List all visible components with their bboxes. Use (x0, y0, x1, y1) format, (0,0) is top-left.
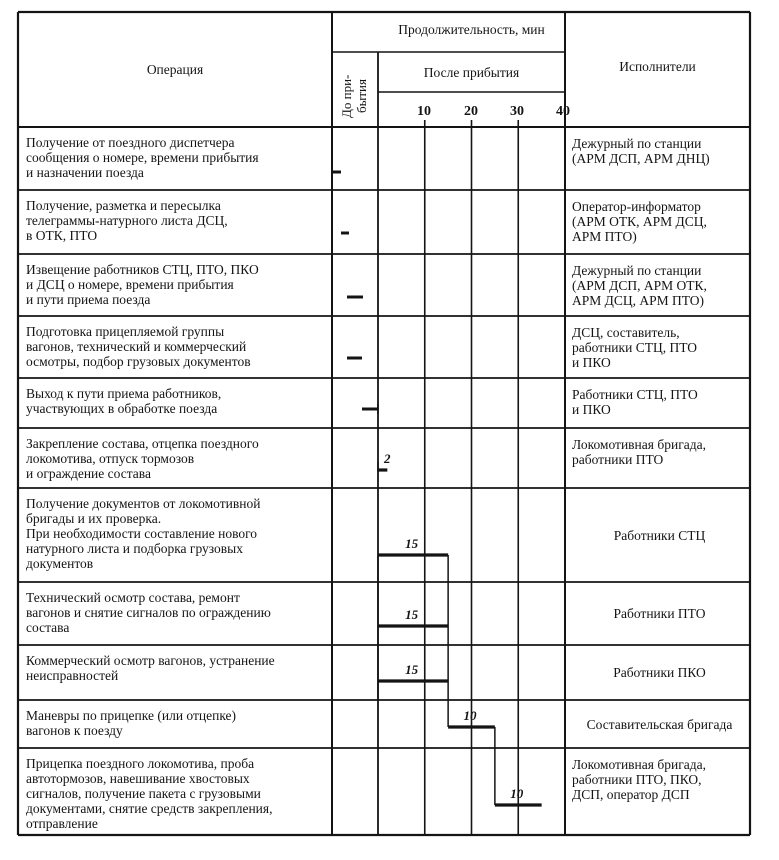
header-before-arrival-line2: бытия (354, 79, 369, 113)
performers-cell: Локомотивная бригада, работники ПТО (572, 437, 706, 467)
operation-cell: Прицепка поездного локомотива, проба автотормозов, навешивание хвостовых сигналов, получение пакета с грузовыми документами, снятие средств закрепления, отправление (26, 756, 273, 831)
performers-cell: ДСЦ, составитель, работники СТЦ, ПТО и ПКО (572, 325, 698, 370)
bar-duration-label: 15 (405, 662, 419, 677)
bar-duration-label: 10 (463, 708, 477, 723)
operation-cell: Извещение работников СТЦ, ПТО, ПКО и ДСЦ о номере, времени прибытия и пути приема поезда (26, 262, 259, 307)
performers-cell: Составительская бригада (586, 716, 733, 732)
bar-duration-label: 10 (510, 786, 524, 801)
tick-label-30: 30 (510, 104, 524, 119)
header-duration: Продолжительность, мин (398, 22, 545, 37)
performers-cell: Работники СТЦ (613, 527, 706, 543)
performers-cell: Дежурный по станции (АРМ ДСП, АРМ ОТК, АРМ ДСЦ, АРМ ПТО) (572, 263, 707, 308)
operation-cell: Выход к пути приема работников, участвующих в обработке поезда (26, 386, 222, 416)
performers-cell: Работники СТЦ, ПТО и ПКО (572, 387, 698, 417)
operation-cell: Технический осмотр состава, ремонт вагонов и снятие сигналов по ограждению состава (26, 590, 271, 635)
operation-cell: Закрепление состава, отцепка поездного локомотива, отпуск тормозов и ограждение состава (26, 436, 259, 481)
operation-cell: Коммерческий осмотр вагонов, устранение неисправностей (26, 653, 275, 683)
header-performers: Исполнители (619, 59, 696, 74)
performers-cell: Работники ПКО (613, 665, 706, 680)
tick-label-40: 40 (556, 104, 570, 119)
operation-cell: Получение от поездного диспетчера сообщения о номере, времени прибытия и назначении поезда (26, 135, 259, 180)
performers-cell: Дежурный по станции (АРМ ДСП, АРМ ДНЦ) (572, 136, 710, 166)
bar-duration-label: 15 (405, 607, 419, 622)
header-after-arrival: После прибытия (423, 65, 520, 80)
header-operation: Операция (146, 62, 204, 77)
header-before-arrival-line1: До при- (339, 74, 354, 118)
bar-duration-label: 2 (384, 451, 391, 466)
bar-duration-label: 15 (405, 536, 419, 551)
operation-cell: Получение, разметка и пересылка телеграммы-натурного листа ДСЦ, в ОТК, ПТО (26, 198, 228, 243)
operation-cell: Маневры по прицепке (или отцепке) вагонов к поезду (26, 708, 237, 738)
operation-cell: Получение документов от локомотивной бригады и их проверка. При необходимости составление нового натурного листа и подборка грузовых документов (26, 496, 261, 571)
performers-cell: Локомотивная бригада, работники ПТО, ПКО, ДСП, оператор ДСП (572, 757, 706, 802)
performers-cell: Работники ПТО (613, 606, 706, 621)
tick-label-10: 10 (417, 104, 431, 119)
tick-label-20: 20 (464, 104, 478, 119)
performers-cell: Оператор-информатор (АРМ ОТК, АРМ ДСЦ, АРМ ПТО) (572, 199, 707, 244)
operation-cell: Подготовка прицепляемой группы вагонов, технический и коммерческий осмотры, подбор грузовых документов (26, 324, 251, 369)
